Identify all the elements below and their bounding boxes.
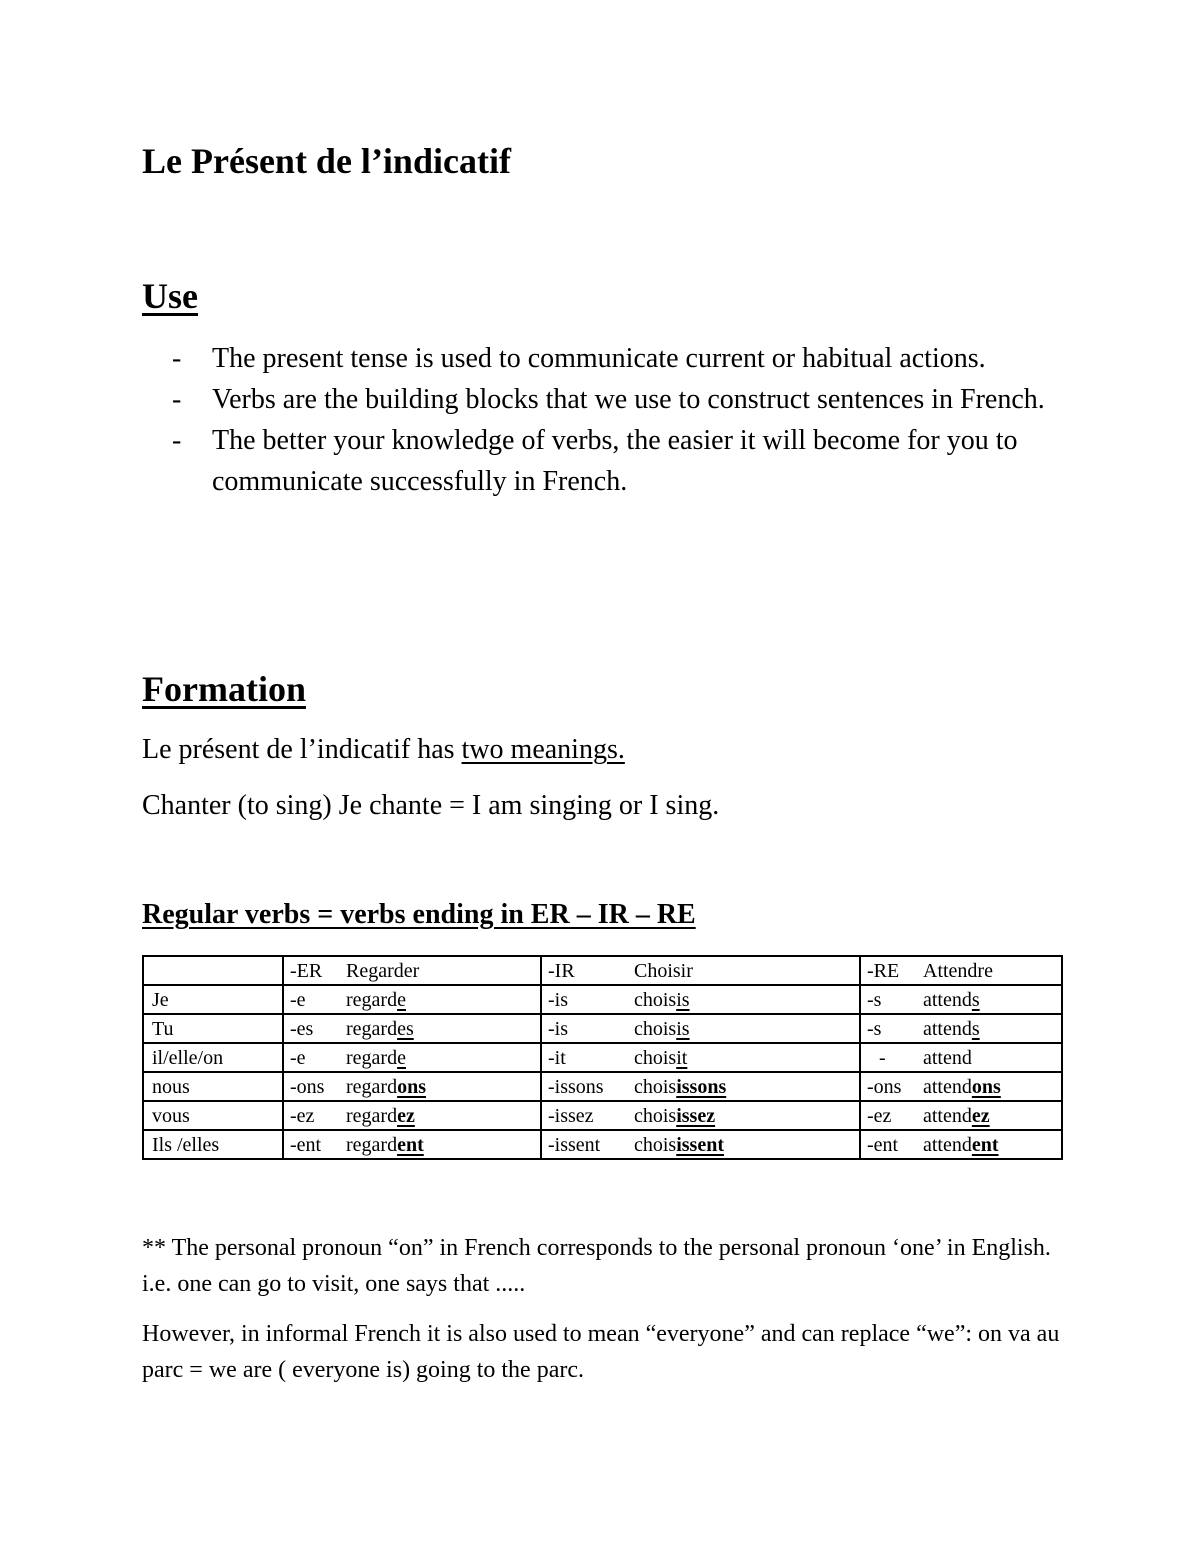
re-ending-highlight: ons bbox=[971, 1075, 1001, 1098]
ir-cell bbox=[541, 1101, 860, 1130]
er-ending: -e bbox=[290, 1046, 306, 1069]
header-ir-ending: -IR bbox=[548, 959, 575, 982]
re-ending-highlight: s bbox=[971, 988, 980, 1011]
re-cell bbox=[860, 1014, 1062, 1043]
er-ending-highlight: ent bbox=[397, 1133, 424, 1156]
er-cell bbox=[283, 1014, 541, 1043]
ir-ending: -it bbox=[548, 1046, 566, 1069]
header-re-ending: -RE bbox=[867, 959, 900, 982]
er-stem: regard bbox=[346, 1017, 398, 1040]
header-er-ending: -ER bbox=[290, 959, 323, 982]
header-re-verb: Attendre bbox=[923, 959, 993, 982]
conjugation-table bbox=[142, 955, 1063, 1160]
use-bullet-text: Verbs are the building blocks that we use to construct sentences in French. bbox=[212, 384, 1045, 415]
ir-cell bbox=[541, 985, 860, 1014]
er-cell bbox=[283, 985, 541, 1014]
regular-verbs-heading: Regular verbs = verbs ending in ER – IR – RE bbox=[142, 899, 696, 930]
table-row bbox=[143, 985, 1062, 1014]
re-cell bbox=[860, 985, 1062, 1014]
ir-ending-highlight: issons bbox=[676, 1075, 727, 1098]
use-bullet bbox=[172, 338, 1072, 379]
er-ending: -ez bbox=[290, 1104, 315, 1127]
re-ending-highlight: s bbox=[971, 1017, 980, 1040]
ir-ending-highlight: issez bbox=[676, 1104, 716, 1127]
re-ending-highlight: ent bbox=[971, 1133, 999, 1156]
er-ending: -ent bbox=[290, 1133, 322, 1156]
use-bullet-text: The better your knowledge of verbs, the easier it will become for you to communicate successfully in French. bbox=[212, 425, 1018, 497]
ir-ending-highlight: it bbox=[676, 1046, 688, 1069]
ir-ending-highlight: issent bbox=[676, 1133, 725, 1156]
bullet-dash: - bbox=[172, 343, 182, 374]
re-ending: -s bbox=[867, 1017, 882, 1040]
er-cell bbox=[283, 1043, 541, 1072]
bullet-dash: - bbox=[172, 425, 182, 456]
ir-cell bbox=[541, 1072, 860, 1101]
re-ending-highlight: ez bbox=[971, 1104, 990, 1127]
er-ending-highlight: ez bbox=[397, 1104, 415, 1127]
re-cell bbox=[860, 1043, 1062, 1072]
er-ending-highlight: e bbox=[397, 1046, 406, 1069]
re-stem: attend bbox=[923, 1133, 972, 1156]
table-row bbox=[143, 1043, 1062, 1072]
re-stem: attend bbox=[923, 988, 972, 1011]
ir-stem: chois bbox=[634, 1104, 677, 1127]
re-ending: -ez bbox=[867, 1104, 892, 1127]
ir-ending: -issez bbox=[548, 1104, 594, 1127]
er-ending: -ons bbox=[290, 1075, 325, 1098]
formation-heading: Formation bbox=[142, 669, 306, 709]
use-bullet-text: The present tense is used to communicate current or habitual actions. bbox=[212, 343, 986, 374]
chanter-example: Chanter (to sing) Je chante = I am singing or I sing. bbox=[142, 790, 720, 821]
header-er-verb: Regarder bbox=[346, 959, 420, 982]
er-ending: -e bbox=[290, 988, 306, 1011]
re-cell bbox=[860, 1072, 1062, 1101]
er-ending-highlight: e bbox=[397, 988, 406, 1011]
meanings-sentence bbox=[142, 733, 625, 767]
header-er-cell bbox=[283, 956, 541, 985]
use-bullet bbox=[172, 420, 1072, 502]
er-ending-highlight: ons bbox=[397, 1075, 426, 1098]
re-stem: attend bbox=[923, 1075, 972, 1098]
ir-cell bbox=[541, 1014, 860, 1043]
ir-ending: -is bbox=[548, 1017, 568, 1040]
re-cell bbox=[860, 1130, 1062, 1159]
table-header-row bbox=[143, 956, 1062, 985]
ir-ending: -issent bbox=[548, 1133, 601, 1156]
ir-ending-highlight: is bbox=[676, 1017, 690, 1040]
er-cell bbox=[283, 1101, 541, 1130]
er-ending-highlight: es bbox=[397, 1017, 414, 1040]
ir-stem: chois bbox=[634, 988, 677, 1011]
re-stem: attend bbox=[923, 1046, 972, 1069]
informal-usage-note: However, in informal French it is also used to mean “everyone” and can replace “we”: on va au parc = we are ( everyone is) going to the parc. bbox=[142, 1321, 1060, 1383]
page-title: Le Présent de l’indicatif bbox=[142, 141, 511, 181]
ir-ending-highlight: is bbox=[676, 988, 690, 1011]
re-stem: attend bbox=[923, 1017, 972, 1040]
ir-stem: chois bbox=[634, 1046, 677, 1069]
pronoun-cell: Tu bbox=[143, 1014, 283, 1043]
use-bullet bbox=[172, 379, 1072, 420]
er-cell bbox=[283, 1130, 541, 1159]
er-stem: regard bbox=[346, 1104, 398, 1127]
pronoun-cell: Ils /elles bbox=[143, 1130, 283, 1159]
ir-ending: -is bbox=[548, 988, 568, 1011]
header-empty-cell bbox=[143, 956, 283, 985]
use-heading: Use bbox=[142, 276, 198, 316]
meanings-underlined: two meanings. bbox=[461, 734, 625, 765]
er-cell bbox=[283, 1072, 541, 1101]
er-stem: regard bbox=[346, 1075, 398, 1098]
bullet-dash: - bbox=[172, 384, 182, 415]
table-row bbox=[143, 1101, 1062, 1130]
header-ir-verb: Choisir bbox=[634, 959, 693, 982]
pronoun-cell: nous bbox=[143, 1072, 283, 1101]
er-stem: regard bbox=[346, 1046, 398, 1069]
re-ending: -ons bbox=[867, 1075, 902, 1098]
re-ending: - bbox=[879, 1046, 886, 1069]
re-cell bbox=[860, 1101, 1062, 1130]
er-stem: regard bbox=[346, 988, 398, 1011]
ir-cell bbox=[541, 1130, 860, 1159]
ir-stem: chois bbox=[634, 1017, 677, 1040]
ir-cell bbox=[541, 1043, 860, 1072]
header-re-cell bbox=[860, 956, 1062, 985]
re-ending: -ent bbox=[867, 1133, 899, 1156]
header-ir-cell bbox=[541, 956, 860, 985]
pronoun-cell: vous bbox=[143, 1101, 283, 1130]
ir-stem: chois bbox=[634, 1133, 677, 1156]
ir-stem: chois bbox=[634, 1075, 677, 1098]
pronoun-cell: il/elle/on bbox=[143, 1043, 283, 1072]
meanings-prefix: Le présent de l’indicatif has bbox=[142, 734, 462, 765]
er-stem: regard bbox=[346, 1133, 398, 1156]
on-pronoun-note: ** The personal pronoun “on” in French corresponds to the personal pronoun ‘one’ in English. i.e. one can go to visit, one says that ..... bbox=[142, 1235, 1051, 1297]
table-row bbox=[143, 1072, 1062, 1101]
use-bullet-list bbox=[172, 338, 1072, 502]
pronoun-cell: Je bbox=[143, 985, 283, 1014]
table-row bbox=[143, 1130, 1062, 1159]
er-ending: -es bbox=[290, 1017, 314, 1040]
ir-ending: -issons bbox=[548, 1075, 604, 1098]
table-row bbox=[143, 1014, 1062, 1043]
re-ending: -s bbox=[867, 988, 882, 1011]
re-stem: attend bbox=[923, 1104, 972, 1127]
